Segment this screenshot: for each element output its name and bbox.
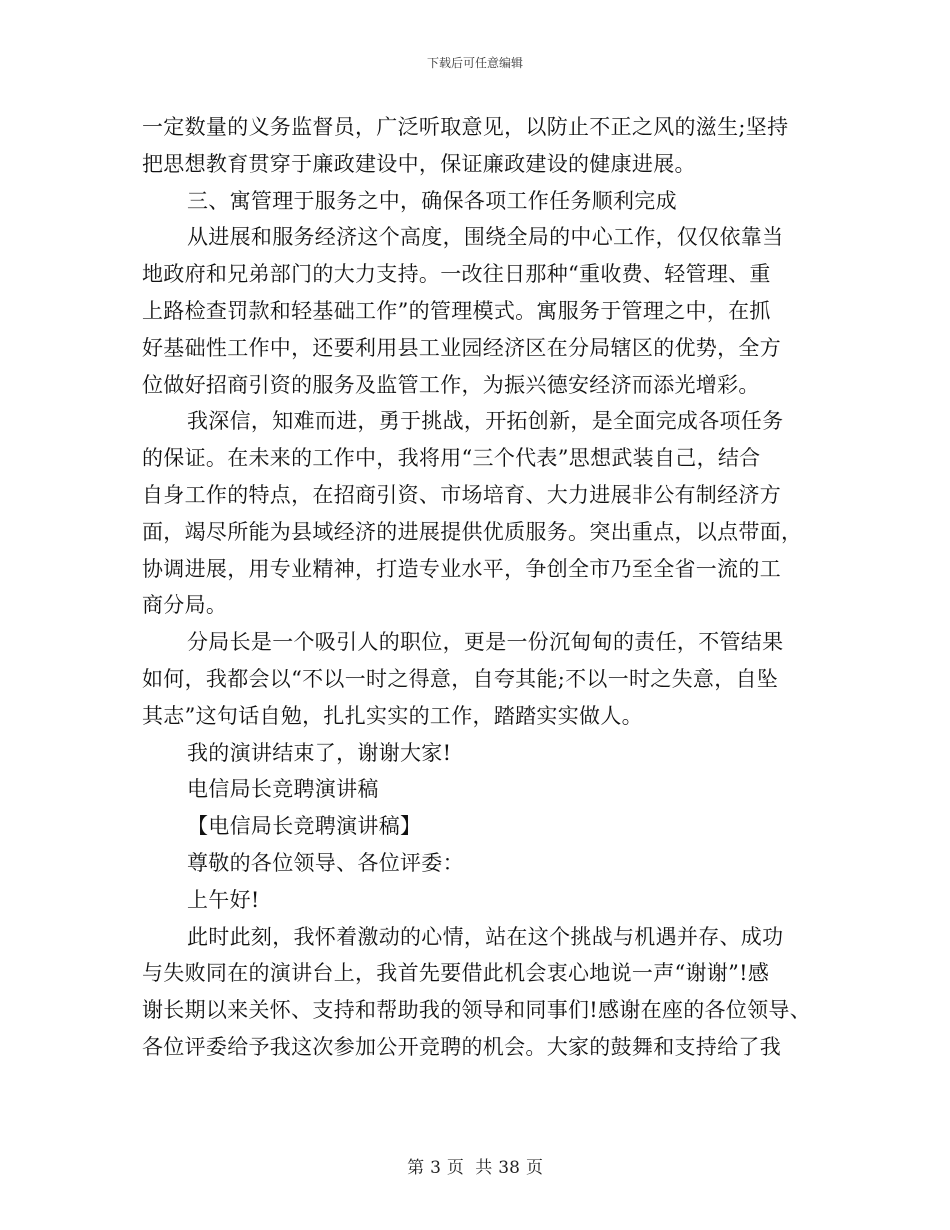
text-line: 把思想教育贯穿于廉政建设中，保证廉政建设的健康进展。	[142, 151, 696, 176]
text-line: 上路检查罚款和轻基础工作”的管理模式。寓服务于管理之中，在抓	[142, 298, 771, 323]
text-line: 我的演讲结束了，谢谢大家!	[187, 740, 452, 765]
document-body	[142, 109, 822, 1066]
footer-middle: 页 共	[446, 1158, 493, 1178]
footer-total-pages: 38	[498, 1158, 520, 1178]
footer-suffix: 页	[525, 1158, 543, 1178]
text-line: 电信局长竞聘演讲稿	[187, 777, 379, 802]
text-line: 其志”这句话自勉，扎扎实实的工作，踏踏实实做人。	[142, 703, 643, 728]
text-line: 位做好招商引资的服务及监管工作，为振兴德安经济而添光增彩。	[142, 372, 760, 397]
text-line: 自身工作的特点，在招商引资、市场培育、大力进展非公有制经济方	[142, 482, 781, 507]
text-line: 协调进展，用专业精神，打造专业水平，争创全市乃至全省一流的工	[142, 556, 781, 581]
text-line: 各位评委给予我这次参加公开竞聘的机会。大家的鼓舞和支持给了我	[142, 1034, 781, 1059]
page-footer	[0, 1153, 950, 1178]
text-line: 商分局。	[142, 593, 228, 618]
text-line: 从进展和服务经济这个高度，围绕全局的中心工作，仅仅依靠当	[187, 225, 784, 250]
text-line: 三、寓管理于服务之中，确保各项工作任务顺利完成	[187, 188, 677, 213]
text-line: 谢长期以来关怀、支持和帮助我的领导和同事们!感谢在座的各位领导、	[142, 998, 812, 1023]
text-line: 我深信，知难而进，勇于挑战，开拓创新，是全面完成各项任务	[187, 409, 784, 434]
text-line: 尊敬的各位领导、各位评委：	[187, 850, 464, 875]
text-line: 分局长是一个吸引人的职位，更是一份沉甸甸的责任，不管结果	[187, 630, 784, 655]
footer-page-number: 3	[430, 1158, 441, 1178]
text-line: 一定数量的义务监督员，广泛听取意见，以防止不正之风的滋生;坚持	[142, 115, 789, 139]
header-note: 下载后可任意编辑	[426, 56, 523, 70]
text-line: 此时此刻，我怀着激动的心情，站在这个挑战与机遇并存、成功	[187, 924, 784, 949]
footer-prefix: 第	[407, 1158, 425, 1178]
text-line: 与失败同在的演讲台上，我首先要借此机会衷心地说一声“谢谢”!感	[142, 961, 770, 986]
text-line: 的保证。在未来的工作中，我将用“三个代表”思想武装自己，结合	[142, 446, 761, 471]
text-line: 面，竭尽所能为县域经济的进展提供优质服务。突出重点，以点带面，	[142, 519, 803, 544]
text-line: 好基础性工作中，还要利用县工业园经济区在分局辖区的优势，全方	[142, 335, 781, 360]
text-line: 【电信局长竞聘演讲稿】	[187, 814, 422, 839]
text-line: 如何，我都会以“不以一时之得意，自夸其能;不以一时之失意，自坠	[142, 666, 779, 691]
text-line: 上午好!	[187, 887, 260, 912]
text-line: 地政府和兄弟部门的大力支持。一改往日那种“重收费、轻管理、重	[142, 262, 771, 287]
